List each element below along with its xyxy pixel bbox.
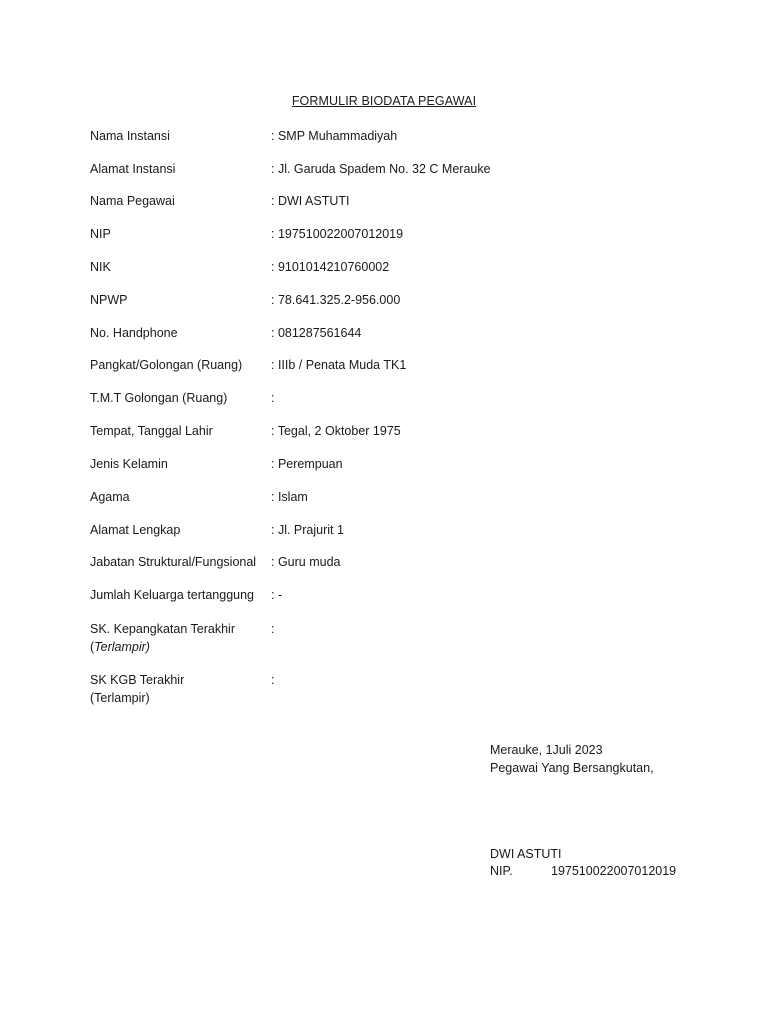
field-label: Tempat, Tanggal Lahir: [90, 424, 213, 438]
field-value: : 197510022007012019: [271, 227, 404, 241]
field-label: T.M.T Golongan (Ruang): [90, 391, 228, 405]
field-label: [90, 671, 265, 707]
field-label: NIK: [90, 260, 111, 274]
field-label-line: (Terlampir): [90, 691, 150, 705]
field-value: :: [271, 622, 275, 636]
field-value: : Jl. Garuda Spadem No. 32 C Merauke: [271, 162, 491, 176]
field-label-paren: (: [90, 640, 95, 654]
field-value: : 78.641.325.2-956.000: [271, 293, 401, 307]
field-label-line: [90, 638, 265, 656]
field-value: : Perempuan: [271, 457, 343, 471]
field-value: : Tegal, 2 Oktober 1975: [271, 424, 401, 438]
field-value: : DWI ASTUTI: [271, 194, 350, 208]
signature-place-date: Merauke, 1Juli 2023: [490, 743, 603, 757]
field-value: : Jl. Prajurit 1: [271, 523, 344, 537]
field-label: [90, 620, 265, 656]
field-label: NPWP: [90, 293, 128, 307]
signature-role: Pegawai Yang Bersangkutan,: [490, 761, 654, 775]
field-value: :: [271, 673, 275, 687]
field-label: Jumlah Keluarga tertanggung: [90, 588, 255, 602]
field-value: : 9101014210760002: [271, 260, 390, 274]
field-value: :: [271, 391, 275, 405]
signature-nip: [490, 862, 690, 880]
field-label-line: SK KGB Terakhir: [90, 673, 185, 687]
field-value: : Guru muda: [271, 555, 341, 569]
field-label: Pangkat/Golongan (Ruang): [90, 358, 243, 372]
signature-nip-label: NIP.: [490, 864, 513, 878]
form-title: FORMULIR BIODATA PEGAWAI: [291, 94, 477, 108]
field-label: Alamat Instansi: [90, 162, 176, 176]
field-value: : SMP Muhammadiyah: [271, 129, 398, 143]
field-value: : IIIb / Penata Muda TK1: [271, 358, 407, 372]
field-label-line: SK. Kepangkatan Terakhir: [90, 622, 236, 636]
field-value: : -: [271, 588, 283, 602]
field-label-italic: Terlampir): [94, 640, 150, 654]
field-label: Jabatan Struktural/Fungsional: [90, 555, 257, 569]
field-label: Nama Pegawai: [90, 194, 175, 208]
field-value: : 081287561644: [271, 326, 362, 340]
field-label: Alamat Lengkap: [90, 523, 181, 537]
field-label: No. Handphone: [90, 326, 178, 340]
field-value: : Islam: [271, 490, 308, 504]
signature-name: DWI ASTUTI: [490, 847, 562, 861]
field-label: Agama: [90, 490, 130, 504]
signature-nip-value: 197510022007012019: [551, 864, 677, 878]
field-label: NIP: [90, 227, 111, 241]
field-label: Nama Instansi: [90, 129, 170, 143]
field-label: Jenis Kelamin: [90, 457, 168, 471]
